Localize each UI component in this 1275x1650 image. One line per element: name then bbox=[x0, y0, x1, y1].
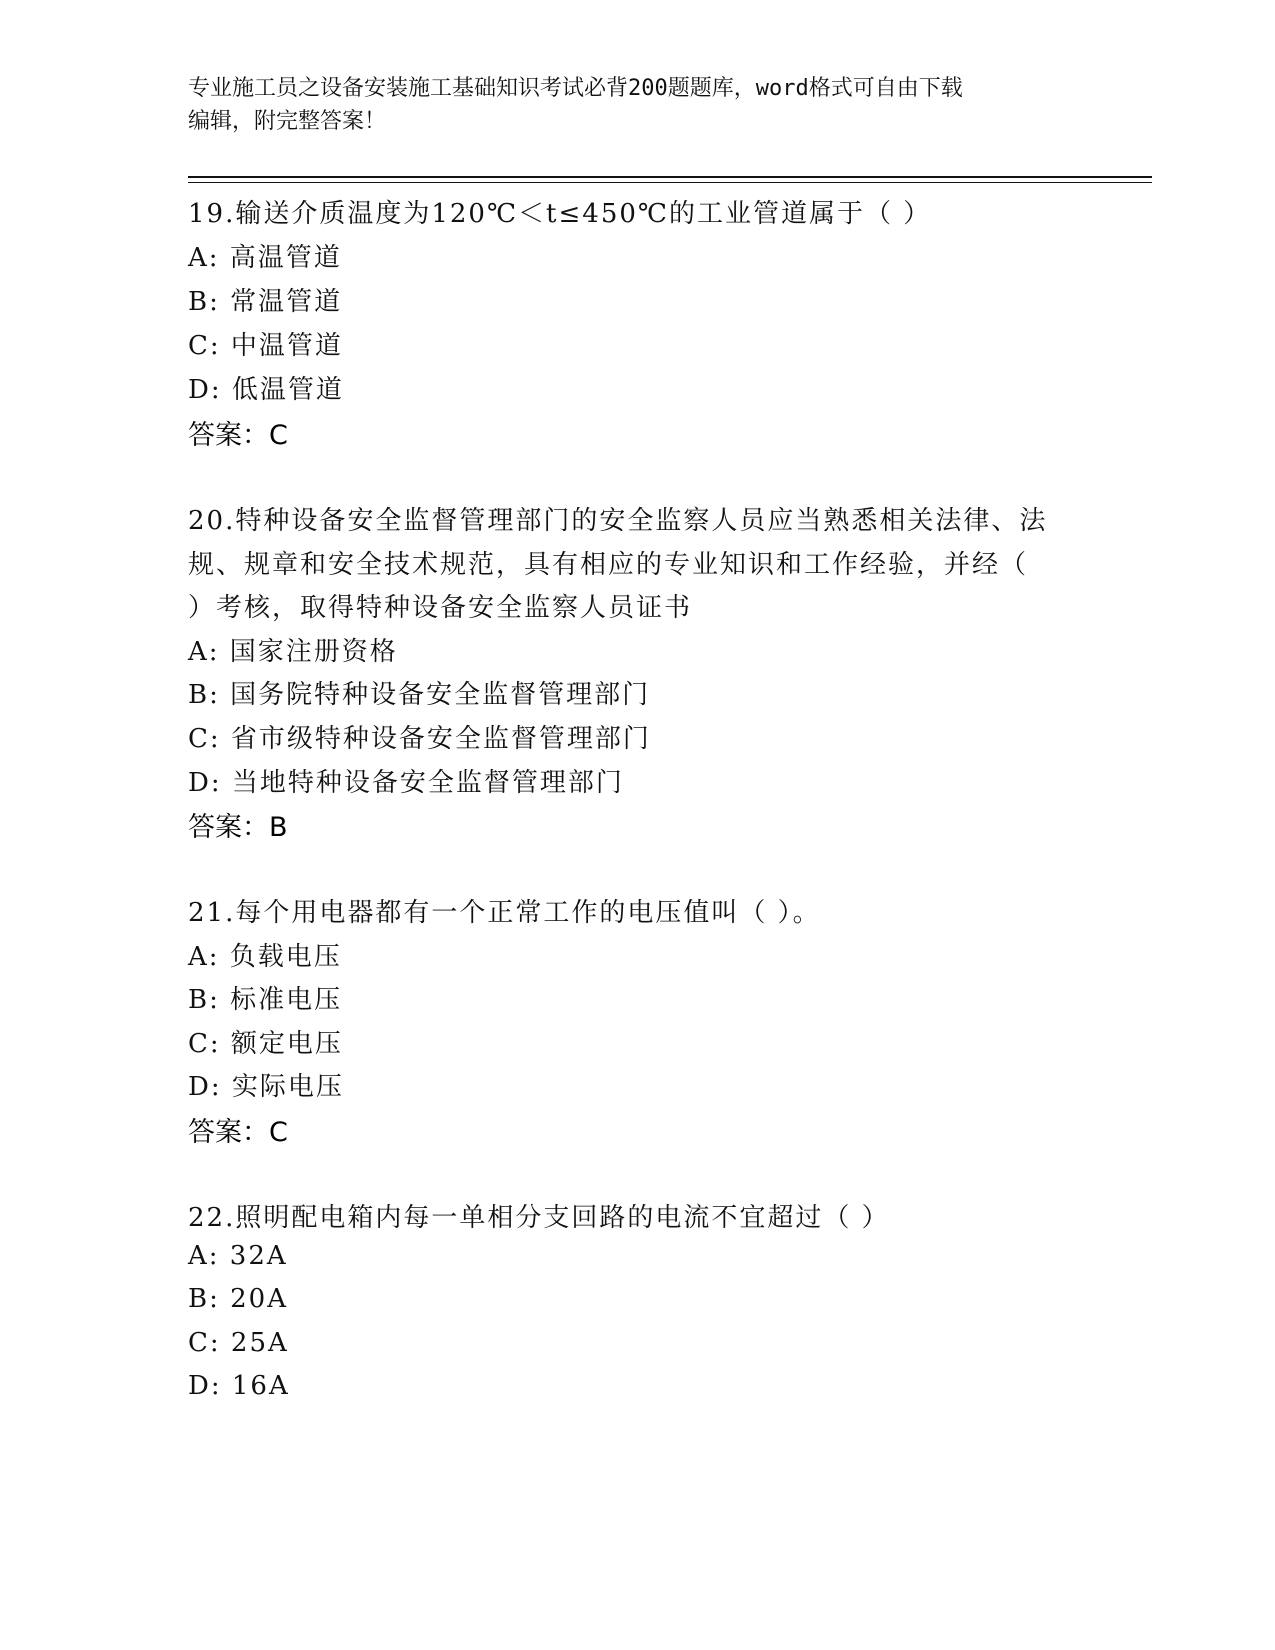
question-21-option-d: D: 实际电压 bbox=[188, 1072, 344, 1102]
question-20-option-a: A: 国家注册资格 bbox=[188, 637, 398, 667]
question-19-answer: 答案：C bbox=[188, 420, 288, 451]
header-line-2: 编辑，附完整答案！ bbox=[188, 109, 387, 134]
question-19-stem: 19.输送介质温度为120℃＜t≤450℃的工业管道属于（ ） bbox=[188, 199, 932, 229]
question-22-stem: 22.照明配电箱内每一单相分支回路的电流不宜超过（ ） bbox=[188, 1203, 890, 1233]
question-20-stem-line-2: 规、规章和安全技术规范，具有相应的专业知识和工作经验，并经（ bbox=[188, 550, 1029, 580]
question-19-option-c: C: 中温管道 bbox=[188, 331, 343, 361]
document-header bbox=[188, 72, 1068, 138]
question-22-option-b: B: 20A bbox=[188, 1284, 288, 1314]
question-21-option-c: C: 额定电压 bbox=[188, 1029, 343, 1059]
question-19-option-d: D: 低温管道 bbox=[188, 375, 344, 405]
question-21-answer: 答案：C bbox=[188, 1117, 288, 1148]
question-22-option-a: A: 32A bbox=[188, 1241, 288, 1271]
question-19-option-b: B: 常温管道 bbox=[188, 287, 343, 317]
question-22-option-c: C: 25A bbox=[188, 1328, 289, 1358]
question-20-answer: 答案：B bbox=[188, 812, 288, 843]
header-line-1: 专业施工员之设备安装施工基础知识考试必背200题题库，word格式可自由下载 bbox=[188, 76, 963, 101]
question-20-option-d: D: 当地特种设备安全监督管理部门 bbox=[188, 768, 624, 798]
question-21-option-a: A: 负载电压 bbox=[188, 942, 342, 972]
question-21-stem: 21.每个用电器都有一个正常工作的电压值叫（ ）。 bbox=[188, 898, 821, 928]
header-divider-thick bbox=[188, 176, 1152, 178]
question-20-option-c: C: 省市级特种设备安全监督管理部门 bbox=[188, 724, 651, 754]
question-20-stem-line-3: ）考核，取得特种设备安全监察人员证书 bbox=[188, 593, 693, 623]
question-20-option-b: B: 国务院特种设备安全监督管理部门 bbox=[188, 680, 651, 710]
header-divider-thin bbox=[188, 182, 1152, 183]
question-19-option-a: A: 高温管道 bbox=[188, 243, 342, 273]
question-22-option-d: D: 16A bbox=[188, 1371, 290, 1401]
question-20-stem-line-1: 20.特种设备安全监督管理部门的安全监察人员应当熟悉相关法律、法 bbox=[188, 506, 1048, 536]
question-21-option-b: B: 标准电压 bbox=[188, 985, 343, 1015]
